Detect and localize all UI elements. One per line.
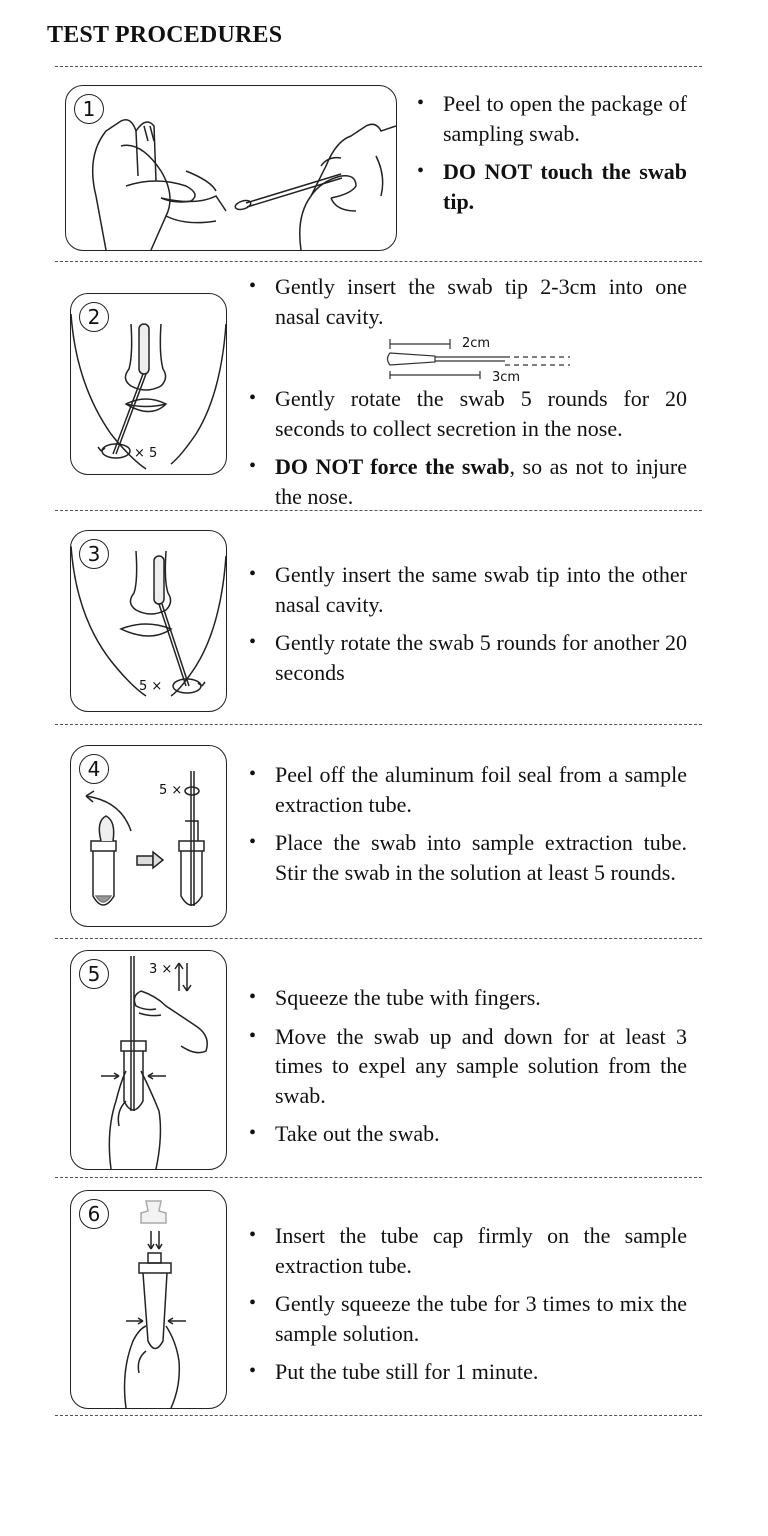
depth-2cm-label: 2cm (462, 336, 491, 351)
divider (55, 1415, 702, 1416)
instruction-item: • Gently rotate the swab 5 rounds for another 20 seconds (247, 628, 687, 687)
instruction-item: • Move the swab up and down for at least 3 times to expel any sample solution from the swab. (247, 1022, 687, 1111)
step-5-instructions (247, 983, 687, 1158)
divider (55, 66, 702, 67)
warning-text: DO NOT touch the swab tip. (443, 159, 687, 214)
instruction-item: • Squeeze the tube with fingers. (247, 983, 687, 1013)
instruction-item: • Gently insert the same swab tip into the other nasal cavity. (247, 560, 687, 619)
instruction-item: • Put the tube still for 1 minute. (247, 1357, 687, 1387)
instruction-item: • Take out the swab. (247, 1119, 687, 1149)
step-number: 4 (79, 754, 109, 784)
step-2-instructions (247, 272, 687, 340)
instruction-item: • Insert the tube cap firmly on the sample extraction tube. (247, 1221, 687, 1280)
step-4-instructions (247, 760, 687, 896)
divider (55, 1177, 702, 1178)
step-number: 5 (79, 959, 109, 989)
step-2-illustration (70, 293, 227, 475)
rotation-count-label: × 5 (134, 446, 158, 461)
instruction-item: • DO NOT force the swab, so as not to injure the nose. (247, 452, 687, 511)
page-title: TEST PROCEDURES (47, 22, 283, 48)
step-1-illustration (65, 85, 397, 251)
divider (55, 261, 702, 262)
step-number: 6 (79, 1199, 109, 1229)
swab-depth-diagram (385, 335, 585, 385)
depth-3cm-label: 3cm (492, 370, 521, 385)
instruction-item: • Gently rotate the swab 5 rounds for 20 seconds to collect secretion in the nose. (247, 384, 687, 443)
warning-text: DO NOT force the swab (275, 454, 510, 479)
step-number: 2 (79, 302, 109, 332)
instruction-item (415, 157, 687, 216)
step-6-instructions (247, 1221, 687, 1396)
rotation-count-label: 5 × (159, 783, 183, 798)
step-number: 1 (74, 94, 104, 124)
step-6-illustration (70, 1190, 227, 1409)
step-1-instructions (415, 89, 687, 225)
rotation-count-label: 5 × (139, 679, 163, 694)
instruction-item: • Gently squeeze the tube for 3 times to mix the sample solution. (247, 1289, 687, 1348)
step-number: 3 (79, 539, 109, 569)
divider (55, 724, 702, 725)
step-4-illustration (70, 745, 227, 927)
step-3-instructions (247, 560, 687, 696)
step-5-illustration (70, 950, 227, 1170)
instruction-item: • Peel off the aluminum foil seal from a sample extraction tube. (247, 760, 687, 819)
peel-package-illustration (66, 86, 396, 250)
updown-count-label: 3 × (149, 962, 173, 977)
instruction-item: • Place the swab into sample extraction tube. Stir the swab in the solution at least 5 rounds. (247, 828, 687, 887)
divider (55, 938, 702, 939)
step-2-instructions-cont (247, 384, 687, 520)
step-3-illustration (70, 530, 227, 712)
instruction-item: • Peel to open the package of sampling swab. (415, 89, 687, 148)
instruction-item: • Gently insert the swab tip 2-3cm into one nasal cavity. (247, 272, 687, 331)
